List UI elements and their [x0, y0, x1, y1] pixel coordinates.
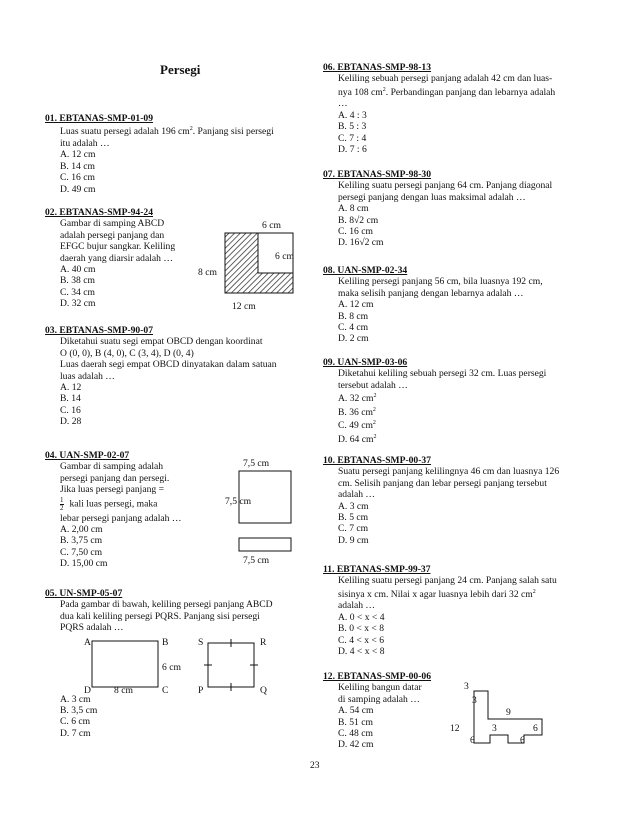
question-header: 10. EBTANAS-SMP-00-37: [323, 455, 432, 466]
label-b: B: [162, 637, 169, 648]
option-b: B. 36 $cm^2$: [338, 406, 376, 418]
label-bottom: 8 cm: [114, 685, 133, 695]
option-c: C. 16: [60, 404, 81, 416]
option-b: B. 14 cm: [60, 160, 95, 172]
option-c: C. 4 < x < 6: [338, 634, 385, 646]
question-stem: Keliling persegi panjang 56 cm, bila luasnya 192 cm, maka selisih panjang dengan lebarnya adalah …: [338, 276, 543, 299]
question-stem: Luas suatu persegi adalah 196 $cm^2$. Panjang sisi persegi itu adalah …: [60, 126, 274, 149]
label-q: Q: [260, 685, 267, 695]
question-04: [45, 450, 303, 570]
question-08: [323, 265, 591, 345]
question-12: [323, 671, 591, 751]
option-d: D. 49 cm: [60, 183, 96, 195]
option-c: C. 7 : 4: [338, 132, 367, 144]
label-left: 12: [450, 723, 460, 734]
question-stem: Gambar di samping ABCD adalah persegi panjang dan EFGC bujur sangkar. Keliling daerah yang diarsir adalah …: [60, 218, 176, 264]
option-c: C. 16 cm: [60, 172, 95, 184]
label-right: 6: [533, 723, 538, 734]
question-07: [323, 169, 591, 249]
label-bottom: 12 cm: [232, 301, 256, 312]
question-11: [323, 564, 591, 657]
label-p: P: [198, 685, 204, 695]
question-10: [323, 455, 591, 546]
label-bottom-left: 6: [470, 735, 475, 746]
label-nine: 9: [506, 707, 511, 718]
question-stem: Diketahui keliling sebuah persegi 32 cm. Luas persegi tersebut adalah …: [338, 368, 547, 391]
question-stem: Gambar di samping adalah persegi panjang dan persegi. Jika luas persegi panjang = $\frac{1}{2}$ kali luas persegi, maka lebar persegi panjang adalah …: [60, 461, 182, 524]
option-b: B. 51 cm: [338, 716, 373, 728]
option-a: A. 12 cm: [60, 149, 96, 161]
question-header: 07. EBTANAS-SMP-98-30: [323, 169, 432, 180]
question-header: 06. EBTANAS-SMP-98-13: [323, 62, 432, 73]
option-c: C. 49 $cm^2$: [338, 420, 376, 432]
question-header: 08. UAN-SMP-02-34: [323, 265, 408, 276]
label-bottom-right: 6: [520, 735, 525, 746]
option-d: D. 64 $cm^2$: [338, 434, 377, 446]
option-b: B. 5 cm: [338, 512, 369, 524]
option-c: C. 16 cm: [338, 226, 373, 238]
stepped-shape-figure: [448, 681, 568, 757]
option-d: D. 42 cm: [338, 739, 374, 751]
option-a: A. 32 $cm^2$: [338, 393, 377, 405]
question-header: 01. EBTANAS-SMP-01-09: [45, 113, 154, 124]
option-b: B. 8√2 cm: [338, 214, 379, 226]
label-c: C: [162, 685, 169, 695]
option-a: A. 0 < x < 4: [338, 611, 385, 623]
option-a: A. 12: [60, 382, 82, 394]
option-c: C. 7 cm: [338, 523, 369, 535]
option-a: A. 2,00 cm: [60, 524, 103, 536]
label-top: 3: [464, 681, 469, 692]
option-b: B. 3,5 cm: [60, 705, 98, 717]
fraction-one-half: $\frac{1}{2}$: [60, 495, 64, 512]
square-pqrs: [208, 643, 254, 687]
option-c: C. 48 cm: [338, 728, 373, 740]
question-stem: Pada gambar di bawah, keliling persegi panjang ABCD dua kali keliling persegi PQRS. Panjang sisi persegi PQRS adalah …: [60, 599, 273, 634]
question-03: [45, 325, 303, 428]
label-r: R: [260, 637, 267, 648]
label-s: S: [198, 637, 204, 648]
question-05: [45, 588, 303, 739]
option-a: A. 40 cm: [60, 264, 96, 276]
question-stem: Keliling bangun datar di samping adalah …: [338, 682, 422, 705]
label-top: 7,5 cm: [243, 458, 270, 469]
abcd-pqrs-figure: [80, 635, 310, 695]
label-bottom: 7,5 cm: [243, 555, 270, 566]
page-number: 23: [310, 760, 320, 771]
label-side: 6 cm: [162, 662, 181, 673]
option-b: B. 5 : 3: [338, 121, 367, 133]
option-b: B. 0 < x < 8: [338, 623, 385, 635]
question-header: 09. UAN-SMP-03-06: [323, 357, 408, 368]
rectangle: [239, 538, 291, 551]
option-d: D. 4 < x < 8: [338, 646, 385, 658]
question-stem: Keliling suatu persegi panjang 64 cm. Panjang diagonal persegi panjang dengan luas maksimal adalah …: [338, 180, 553, 203]
shaded-rectangle-figure: [190, 215, 308, 313]
question-header: 11. EBTANAS-SMP-99-37: [323, 564, 431, 575]
label-right: 6 cm: [275, 251, 294, 262]
option-d: D. 7 : 6: [338, 144, 367, 156]
option-b: B. 8 cm: [338, 310, 369, 322]
question-09: [323, 357, 591, 446]
option-c: C. 34 cm: [60, 286, 95, 298]
option-a: A. 12 cm: [338, 299, 374, 311]
label-d: D: [84, 685, 91, 695]
option-a: A. 3 cm: [338, 500, 369, 512]
option-a: A. 4 : 3: [338, 109, 367, 121]
label-a: A: [84, 637, 91, 648]
question-06: [323, 62, 591, 155]
option-d: D. 32 cm: [60, 298, 96, 310]
option-d: D. 15,00 cm: [60, 558, 108, 570]
option-d: D. 2 cm: [338, 333, 369, 345]
question-header: 05. UN-SMP-05-07: [45, 588, 123, 599]
page-title: Persegi: [160, 62, 201, 77]
option-d: D. 16√2 cm: [338, 237, 384, 249]
option-a: A. 54 cm: [338, 705, 374, 717]
question-header: 03. EBTANAS-SMP-90-07: [45, 325, 154, 336]
square-rectangle-figure: [225, 456, 307, 568]
question-header: 02. EBTANAS-SMP-94-24: [45, 207, 154, 218]
option-c: C. 4 cm: [338, 322, 369, 334]
option-d: D. 7 cm: [60, 727, 91, 739]
option-c: C. 7,50 cm: [60, 546, 103, 558]
label-upper: 3: [472, 695, 477, 706]
option-b: B. 38 cm: [60, 275, 95, 287]
label-mid: 3: [492, 723, 497, 734]
question-header: 12. EBTANAS-SMP-00-06: [323, 671, 432, 682]
option-d: D. 9 cm: [338, 534, 369, 546]
question-stem: Keliling suatu persegi panjang 24 cm. Panjang salah satu sisinya x cm. Nilai x agar luasnya lebih dari 32 $cm^2$ adalah …: [338, 575, 557, 612]
question-stem: Keliling sebuah persegi panjang adalah 42 cm dan luas- nya 108 $cm^2$. Perbandingan panjang dan lebarnya adalah …: [338, 73, 556, 110]
option-a: A. 8 cm: [338, 203, 369, 215]
option-a: A. 3 cm: [60, 693, 91, 705]
label-top: 6 cm: [262, 220, 281, 231]
label-left: 7,5 cm: [225, 496, 252, 507]
option-b: B. 14: [60, 393, 81, 405]
rectangle-abcd: [92, 641, 158, 687]
question-02: [45, 207, 303, 310]
question-stem: Diketahui suatu segi empat OBCD dengan koordinat O (0, 0), B (4, 0), C (3, 4), D (0, 4) Luas daerah segi empat OBCD dinyatakan dalam satuan luas adalah …: [60, 336, 277, 382]
question-stem: Suatu persegi panjang kelilingnya 46 cm dan luasnya 126 cm. Selisih panjang dan lebar persegi panjang tersebut adalah …: [338, 466, 560, 501]
question-header: 04. UAN-SMP-02-07: [45, 450, 130, 461]
option-d: D. 28: [60, 416, 82, 428]
question-01: [45, 113, 303, 195]
option-c: C. 6 cm: [60, 716, 91, 728]
label-left: 8 cm: [198, 267, 217, 278]
option-b: B. 3,75 cm: [60, 535, 103, 547]
